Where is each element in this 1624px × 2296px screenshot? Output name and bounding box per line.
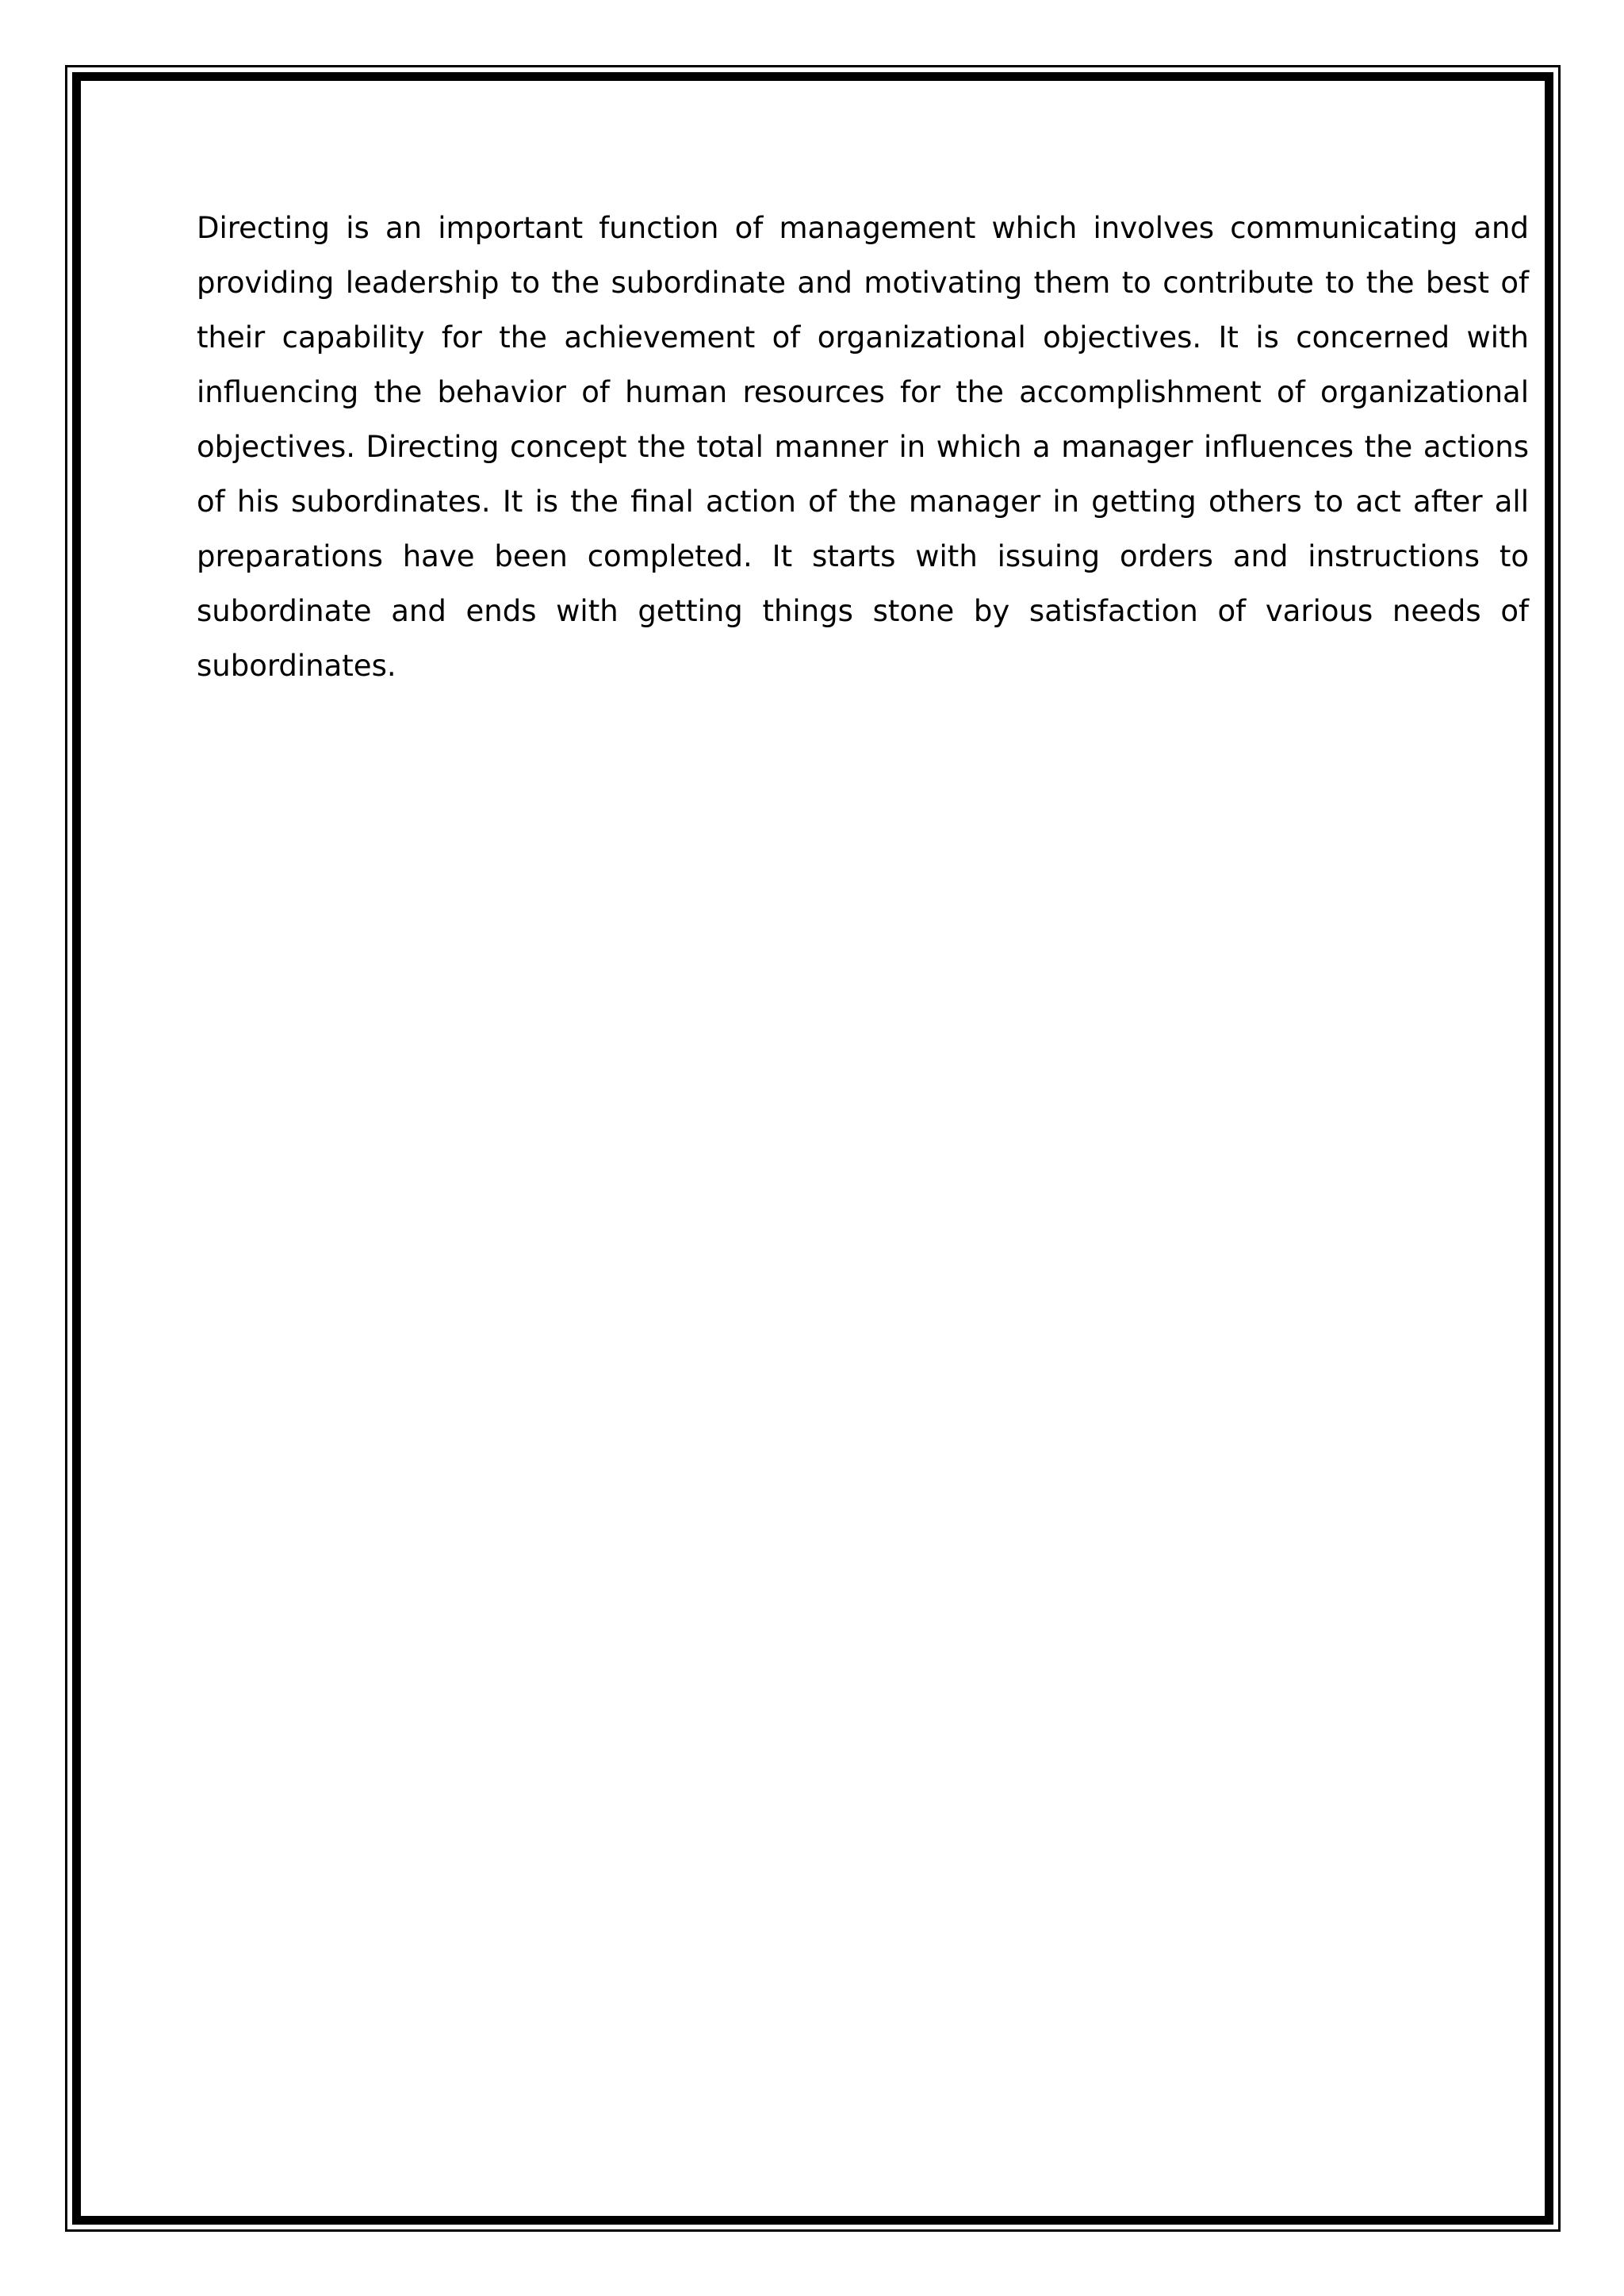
document-body <box>197 201 1529 693</box>
body-paragraph: Directing is an important function of management which involves communicating and providing leadership to the subordinate and motivating them to contribute to the best of their capability for the achievement of organizational objectives. It is concerned with influencing the behavior of human resources for the accomplishment of organizational objectives. Directing concept the total manner in which a manager influences the actions of his subordinates. It is the final action of the manager in getting others to act after all preparations have been completed. It starts with issuing orders and instructions to subordinate and ends with getting things stone by satisfaction of various needs of subordinates. <box>197 211 1529 683</box>
